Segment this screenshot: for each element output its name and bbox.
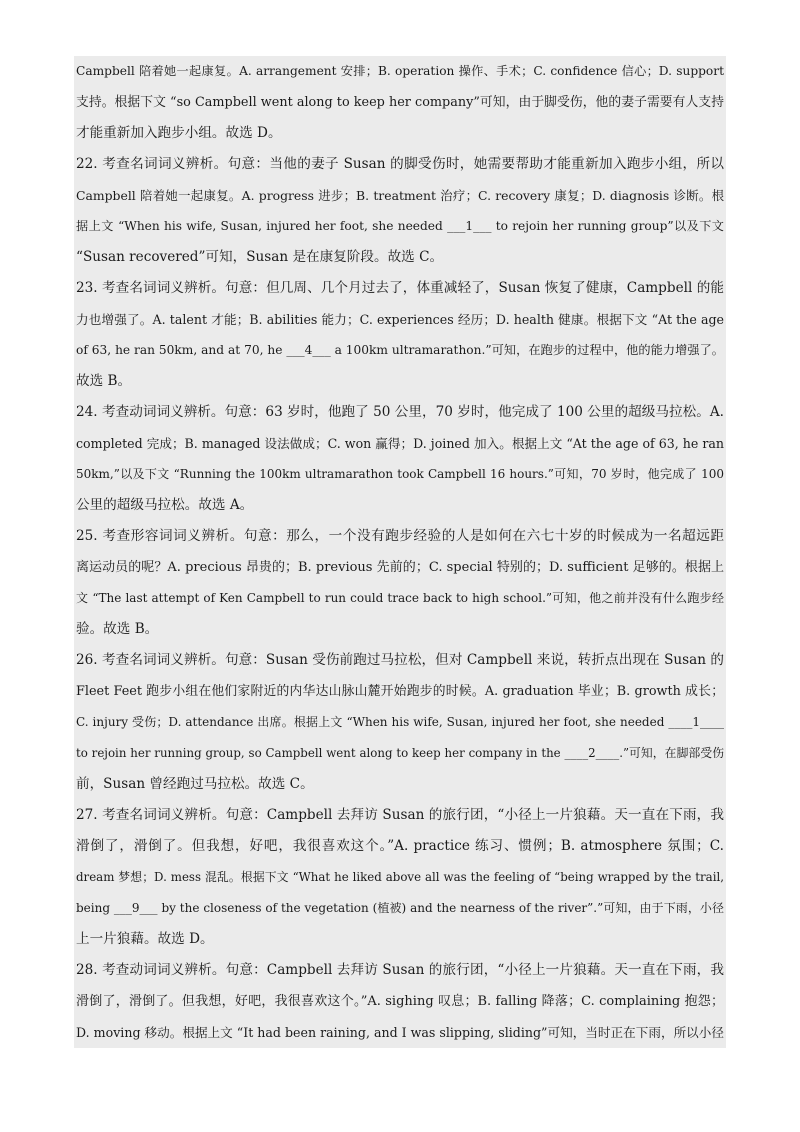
text-line: 滑倒了，滑倒了。但我想，好吧，我很喜欢这个。”A. practice 练习、惯例；B. atmosphere 氛围；C.	[76, 838, 724, 854]
text-line: Campbell 陪着她一起康复。A. arrangement 安排；B. operation 操作、手术；C. confidence 信心；D. support	[76, 64, 724, 78]
text-line: 27. 考查名词词义辨析。句意：Campbell 去拜访 Susan 的旅行团，“小径上一片狼藉。天一直在下雨，我	[76, 807, 724, 823]
text-line: Campbell 陪着她一起康复。A. progress 进步；B. treatment 治疗；C. recovery 康复；D. diagnosis 诊断。根	[76, 188, 724, 203]
text-line: to rejoin her running group, so Campbell went along to keep her company in the ____2____.”可知，在脚部受伤	[76, 746, 724, 760]
text-line: of 63, he ran 50km, and at 70, he ___4___ a 100km ultramarathon.”可知，在跑步的过程中，他的能力增强了。	[76, 343, 724, 357]
text-line: 文 “The last attempt of Ken Campbell to run could trace back to high school.”可知，他之前并没有什么跑步经	[76, 591, 724, 605]
answer-explanations	[74, 56, 726, 1048]
text-line: 26. 考查名词词义辨析。句意：Susan 受伤前跑过马拉松，但对 Campbell 来说，转折点出现在 Susan 的	[76, 652, 724, 668]
text-line: 据上文 “When his wife, Susan, injured her foot, she needed ___1___ to rejoin her running group”以及下文	[76, 219, 724, 233]
text-line: 22. 考查名词词义辨析。句意：当他的妻子 Susan 的脚受伤时，她需要帮助才能重新加入跑步小组，所以	[76, 156, 724, 172]
text-line: 力也增强了。A. talent 才能；B. abilities 能力；C. experiences 经历；D. health 健康。根据下文 “At the age	[76, 312, 724, 327]
text-line: 24. 考查动词词义辨析。句意：63 岁时，他跑了 50 公里，70 岁时，他完成了 100 公里的超级马拉松。A.	[76, 404, 724, 420]
text-line: 前，Susan 曾经跑过马拉松。故选 C。	[76, 776, 314, 792]
text-line: D. moving 移动。根据上文 “It had been raining, and I was slipping, sliding”可知，当时正在下雨，所以小径	[76, 1025, 724, 1040]
text-line: 支持。根据下文 “so Campbell went along to keep her company”可知，由于脚受伤，他的妻子需要有人支持	[76, 95, 724, 110]
text-line: C. injury 受伤；D. attendance 出席。根据上文 “When his wife, Susan, injured her foot, she needed ____1____	[76, 715, 724, 729]
text-line: completed 完成；B. managed 设法做成；C. won 赢得；D. joined 加入。根据上文 “At the age of 63, he ran	[76, 436, 724, 451]
text-line: “Susan recovered”可知，Susan 是在康复阶段。故选 C。	[76, 249, 444, 265]
text-line: 23. 考查名词词义辨析。句意：但几周、几个月过去了，体重减轻了，Susan 恢复了健康，Campbell 的能	[76, 280, 724, 296]
text-line: 故选 B。	[76, 373, 132, 389]
text-line: 离运动员的呢？A. precious 昂贵的；B. previous 先前的；C. special 特别的；D. sufficient 足够的。根据上	[76, 560, 724, 575]
text-line: 上一片狼藉。故选 D。	[76, 931, 214, 947]
text-line: being ___9___ by the closeness of the vegetation (植被) and the nearness of the river”.”可知，由于下雨，小径	[76, 901, 724, 915]
text-line: 公里的超级马拉松。故选 A。	[76, 497, 254, 513]
text-line: 25. 考查形容词词义辨析。句意：那么，一个没有跑步经验的人是如何在六七十岁的时候成为一名超远距	[76, 528, 724, 544]
text-line: 滑倒了，滑倒了。但我想，好吧，我很喜欢这个。”A. sighing 叹息；B. falling 降落；C. complaining 抱怨；	[76, 994, 724, 1009]
text-line: 28. 考查动词词义辨析。句意：Campbell 去拜访 Susan 的旅行团，“小径上一片狼藉。天一直在下雨，我	[76, 962, 724, 978]
text-line: 验。故选 B。	[76, 621, 159, 637]
text-line: Fleet Feet 跑步小组在他们家附近的内华达山脉山麓开始跑步的时候。A. graduation 毕业；B. growth 成长；	[76, 684, 724, 699]
text-line: dream 梦想；D. mess 混乱。根据下文 “What he liked above all was the feeling of “being wrapped by the trail,	[76, 870, 724, 884]
text-line: 50km,”以及下文 “Running the 100km ultramarathon took Campbell 16 hours.”可知，70 岁时，他完成了 100	[76, 467, 724, 481]
text-line: 才能重新加入跑步小组。故选 D。	[76, 125, 282, 141]
